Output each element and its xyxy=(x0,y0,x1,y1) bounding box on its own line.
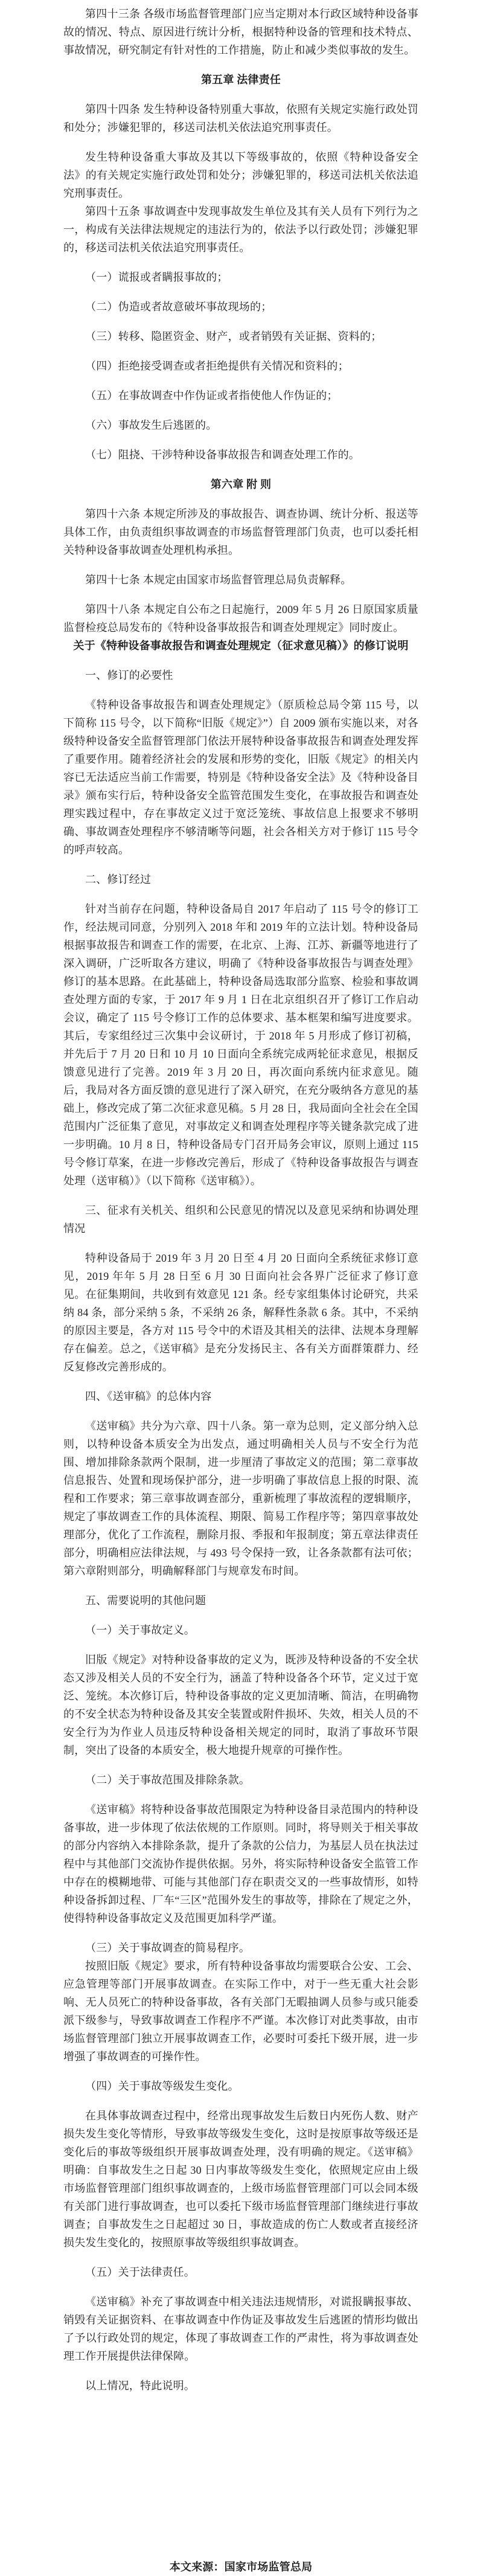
document-paragraph: 第四十四条 发生特种设备特别重大事故，依照有关规定实施行政处罚和处分；涉嫌犯罪的，移送司法机关依法追究刑事责任。 xyxy=(63,103,418,133)
chapter-heading: 第六章 附 则 xyxy=(210,478,272,490)
document-paragraph: 《送审稿》共分为六章、四十八条。第一章为总则，定义部分纳入总则，以特种设备本质安全为出发点，通过明确相关人员与不安全行为范围、增加排除条款两个限制，进一步厘清了事故定义的范围；第二章事故信息报告、处置和现场保护部分，进一步明确了事故信息上报的时限、流程和工作要求；第三章事故调查部分，重新梳理了事故流程的逻辑顺序，规定了事故调查工作的具体流程、期限、简易工作程序等；第四章事故处理部分，优化了工作流程，删除月报、季报和年报制度；第五章法律责任部分，明确相应法律法规，与 493 号令保持一致，让各条款都有法可依；第六章附则部分，明确解释部门与规章发布时间。 xyxy=(63,1420,418,1577)
list-item: （三）转移、隐匿资金、财产，或者销毁有关证据、资料的； xyxy=(85,330,382,342)
section-heading: 四、《送审稿》的总体内容 xyxy=(85,1390,212,1402)
list-item: （二）伪造或者故意破坏事故现场的； xyxy=(85,301,272,313)
document-paragraph: 以上情况，特此说明。 xyxy=(85,2380,195,2392)
document-paragraph: 旧版《规定》对特种设备事故的定义为，既涉及特种设备的不安全状态又涉及相关人员的不安全行为，涵盖了特种设备各个环节，定义过于宽泛、笼统。本次修订后，特种设备事故的定义更加清晰、简洁，在明确物的不安全状态为特种设备及其安全装置或附件损坏、失效，相关人员的不安全行为为作业人员违反特种设备相关规定的同时，取消了事故环节限制，突出了设备的本质安全，极大地提升规章的可操作性。 xyxy=(63,1654,418,1756)
document-title: 关于《特种设备事故报告和调查处理规定（征求意见稿）》的修订说明 xyxy=(73,640,409,652)
section-heading: （三）关于事故调查的简易程序。 xyxy=(85,1942,250,1954)
document-paragraph: 按照旧版《规定》要求，所有特种设备事故均需要联合公安、工会、应急管理等部门开展事故调查。在实际工作中，对于一些无重大社会影响、无人员死亡的特种设备事故，各有关部门无暇抽调人员参与或只能委派下级参与，导致事故调查工作程序不严谨。本次修订对此类事故，由市场监督管理部门独立开展事故调查工作，必要时可委托下级开展，进一步增强了事故调查的可操作性。 xyxy=(63,1960,418,2063)
document-paragraph: 第四十三条 各级市场监督管理部门应当定期对本行政区域特种设备事故的情况、特点、原因进行统计分析，根据特种设备的管理和技术特点、事故情况，研究制定有针对性的工作措施，防止和减少类似事故的发生。 xyxy=(63,8,418,56)
chapter-heading: 第五章 法律责任 xyxy=(200,74,281,86)
section-heading: 五、需要说明的其他问题 xyxy=(85,1595,206,1607)
document-paragraph: 第四十六条 本规定所涉及的事故报告、调查协调、统计分析、报送等具体工作，由负责组织事故调查的市场监督管理部门负责，也可以委托相关特种设备事故调查处理机构承担。 xyxy=(63,508,418,556)
document-paragraph: 针对当前存在问题，特种设备局自 2017 年启动了 115 号令的修订工作，经法规司同意，分别列入 2018 年和 2019 年的立法计划。特种设备局根据事故报告和调查工作的需要，在北京、上海、江苏、新疆等地进行了深入调研，广泛听取各方建议，明确了《特种设备事故报告与调查处理》修订的基本思路。在此基础上，特种设备局选取部分监察、检验和事故调查处理方面的专家，于 2017 年 9 月 1 日在北京组织召开了修订工作启动会议，确定了 115 号令修订工作的总体要求、基本框架和编写进度要求。其后，专家组经过三次集中会议研讨，于 2018 年 5 月形成了修订初稿，并先后于 7 月 20 日和 10 月 10 日面向全系统完成两轮征求意见，根据反馈意见进行了完善。2019 年 3 月 20 日，再次面向系统内征求意见。随后，我局对各方面反馈的意见进行了深入研究，在充分吸纳各方意见的基础上，修改完成了第二次征求意见稿。5 月 28 日，我局面向全社会在全国范围内广泛征集了意见，对事故定义和调查处理程序等关键条款完成了进一步明确。10 月 8 日，特种设备局专门召开局务会审议，原则上通过 115 号令修订草案，在进一步修改完善后，形成了《特种设备事故报告与调查处理（送审稿）》（以下简称《送审稿》）。 xyxy=(63,903,418,1187)
section-heading: （一）关于事故定义。 xyxy=(85,1624,195,1636)
document-paragraph: 发生特种设备重大事故及其以下等级事故的，依照《特种设备安全法》的有关规定实施行政处罚和处分；涉嫌犯罪的，移送司法机关依法追究刑事责任。 xyxy=(63,151,418,199)
section-heading: （四）关于事故等级发生变化。 xyxy=(85,2080,239,2092)
section-heading: 三、征求有关机关、组织和公民意见的情况以及意见采纳和协调处理情况 xyxy=(63,1204,418,1235)
document-paragraph: 第四十七条 本规定由国家市场监督管理总局负责解释。 xyxy=(85,574,352,586)
source-note: 本文来源：国家市场监管总局 xyxy=(169,2561,313,2573)
document-paragraph: 《送审稿》将特种设备事故范围限定为特种设备目录范围内的特种设备事故，进一步体现了依法依规的工作原则。同时，将导则关于相关事故的部分内容纳入本排除条款，提升了条款的公信力，为基层人员在执法过程中与其他部门交流协作提供依据。另外，将实际特种设备安全监管工作中存在的模糊地带、可能与其他部门存在职责交叉的一些事故情形，如特种设备拆卸过程、厂车“三区”范围外发生的事故等，排除在了规定之外，使得特种设备事故定义及范围更加科学严谨。 xyxy=(63,1804,418,1924)
list-item: （五）在事故调查中作伪证或者指使他人作伪证的； xyxy=(85,390,338,402)
section-heading: （五）关于法律责任。 xyxy=(85,2266,195,2278)
list-item: （四）拒绝接受调查或者拒绝提供有关情况和资料的； xyxy=(85,360,349,372)
section-heading: 二、修订经过 xyxy=(85,873,152,885)
section-heading: （二）关于事故范围及排除条款。 xyxy=(85,1774,250,1786)
document-paragraph: 在具体事故调查过程中，经常出现事故发生后数日内死伤人数、财产损失发生变化等情形，导致事故等级发生变化，这时是按原事故等级还是变化后的事故等级组织开展事故调查处理，没有明确的规定。《送审稿》明确：自事故发生之日起 30 日内事故等级发生变化，依照规定应由上级市场监督管理部门组织事故调查的，上级市场监督管理部门可以会同本级有关部门进行事故调查，也可以委托下级市场监督管理部门继续进行事故调查；自事故发生之日起超过 30 日，事故造成的伤亡人数或者直接经济损失发生变化的，按照原事故等级组织事故调查。 xyxy=(63,2110,418,2249)
document-paragraph: 第四十五条 事故调查中发现事故发生单位及其有关人员有下列行为之一，构成有关法律法规规定的违法行为的，依法予以行政处罚；涉嫌犯罪的，移送司法机关依法追究刑事责任。 xyxy=(63,205,418,254)
document-paragraph: 《送审稿》补充了事故调查中相关违法违规情形，对谎报瞒报事故、销毁有关证据资料、在事故调查中作伪证及事故发生后逃匿的情形均做出了予以行政处罚的规定，体现了事故调查工作的严肃性，将为事故调查处理工作开展提供法律保障。 xyxy=(63,2296,418,2362)
list-item: （六）事故发生后逃匿的。 xyxy=(85,419,217,431)
document-paragraph: 第四十八条 本规定自公布之日起施行，2009 年 5 月 26 日原国家质量监督检疫总局发布的《特种设备事故报告和调查处理规定》同时废止。 xyxy=(63,603,418,634)
section-heading: 一、修订的必要性 xyxy=(85,669,173,681)
document-paragraph: 特种设备局于 2019 年 3 月 20 日至 4 月 20 日面向全系统征求修订意见，2019 年年 5 月 28 日至 6 月 30 日面向社会各界广泛征求了修订意见。在征集期间，共收到有效意见 121 条。经专家组集体讨论研究，共采纳 84 条，部分采纳 5 条，不采纳 26 条，解释性条款 6 条。其中，不采纳的原因主要是，各方对 115 号令中的术语及其相关的法律、法规本身理解存在偏差。总之，《送审稿》是充分发扬民主、各有关方面群策群力、经反复修改完善形成的。 xyxy=(63,1252,418,1373)
document-paragraph: 《特种设备事故报告和调查处理规定》（原质检总局令第 115 号，以下简称 115 号令，以下简称“旧版《规定》”）自 2009 颁布实施以来，对各级特种设备安全监督管理部门依法开展特种设备事故报告和调查处理发挥了重要作用。随着经济社会的发展和形势的变化，旧版《规定》的相关内容已无法适应当前工作需要，特别是《特种设备安全法》及《特种设备目录》颁布实行后，特种设备安全监管范围发生变化，在事故报告和调查处理实践过程中，存在事故定义过于宽泛笼统、事故信息上报要求不够明确、事故调查处理程序不够清晰等问题，社会各相关方对于修订 115 号令的呼声较高。 xyxy=(63,699,418,856)
list-item: （七）阻挠、干涉特种设备事故报告和调查处理工作的。 xyxy=(85,449,360,461)
list-item: （一）谎报或者瞒报事故的； xyxy=(85,271,228,283)
